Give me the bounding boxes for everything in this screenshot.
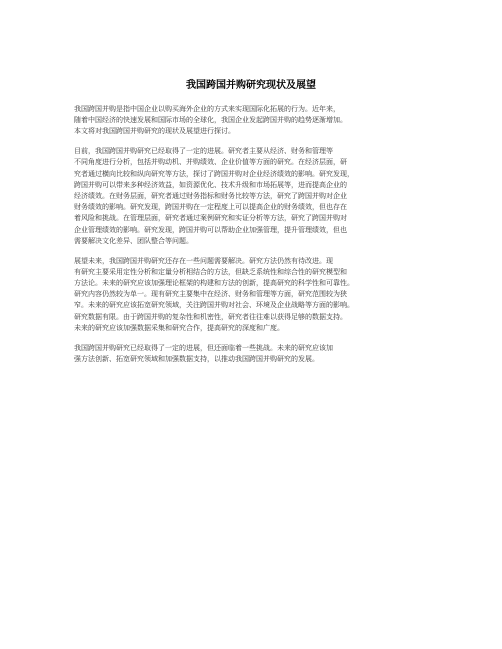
text-line: 研究内容仍然较为单一。现有研究主要集中在经济、财务和管理等方面，研究范围较为狭 <box>74 290 347 299</box>
paragraph-1 <box>74 104 434 138</box>
text-line: 有研究主要采用定性分析和定量分析相结合的方法，但缺乏系统性和综合性的研究模型和 <box>74 267 347 276</box>
text-line: 本文将对我国跨国并购研究的现状及展望进行探讨。 <box>74 127 235 136</box>
text-line: 我国跨国并购研究已经取得了一定的进展，但还面临着一些挑战。未来的研究应该加 <box>74 343 333 352</box>
paragraph-3 <box>74 256 434 334</box>
text-line: 方法论。未来的研究应该加强理论框架的构建和方法的创新，提高研究的科学性和可靠性。 <box>74 279 354 288</box>
text-line: 我国跨国并购是指中国企业以购买海外企业的方式来实现国际化拓展的行为。近年来， <box>74 105 340 113</box>
text-line: 财务绩效的影响。研究发现，跨国并购在一定程度上可以提高企业的财务绩效，但也存在 <box>74 203 347 212</box>
paragraph-2 <box>74 146 434 247</box>
document-body <box>74 104 434 374</box>
text-line: 不同角度进行分析，包括并购动机、并购绩效、企业价值等方面的研究。在经济层面，研 <box>74 158 347 167</box>
text-line: 经济绩效。在财务层面，研究者通过财务指标和财务比较等方法，研究了跨国并购对企业 <box>74 192 347 201</box>
document-title: 我国跨国并购研究现状及展望 <box>186 80 316 91</box>
text-line: 窄。未来的研究应该拓宽研究领域，关注跨国并购对社会、环境及企业战略等方面的影响。 <box>74 301 354 310</box>
text-line: 究者通过横向比较和纵向研究等方法，探讨了跨国并购对企业经济绩效的影响。研究发现， <box>74 169 354 178</box>
text-line: 强方法创新、拓宽研究领域和加强数据支持，以推动我国跨国并购研究的发展。 <box>74 354 319 363</box>
text-line: 研究数据有限。由于跨国并购的复杂性和机密性，研究者往往难以获得足够的数据支持。 <box>74 312 347 321</box>
text-line: 着风险和挑战。在管理层面，研究者通过案例研究和实证分析等方法，研究了跨国并购对 <box>74 214 347 223</box>
text-line: 随着中国经济的快速发展和国际市场的全球化，我国企业发起跨国并购的趋势逐渐增加。 <box>74 116 347 125</box>
text-line: 目前，我国跨国并购研究已经取得了一定的进展。研究者主要从经济、财务和管理等 <box>74 147 333 156</box>
paragraph-4 <box>74 343 434 365</box>
text-line: 展望未来，我国跨国并购研究还存在一些问题需要解决。研究方法仍然有待改进。现 <box>74 256 333 265</box>
text-line: 企业管理绩效的影响。研究发现，跨国并购可以帮助企业加强管理，提升管理绩效，但也 <box>74 225 347 234</box>
text-line: 未来的研究应该加强数据采集和研究合作，提高研究的深度和广度。 <box>74 323 284 332</box>
text-line: 需要解决文化差异、团队整合等问题。 <box>74 236 193 245</box>
text-line: 跨国并购可以带来多种经济效益，如资源优化、技术升级和市场拓展等，进而提高企业的 <box>74 180 347 189</box>
